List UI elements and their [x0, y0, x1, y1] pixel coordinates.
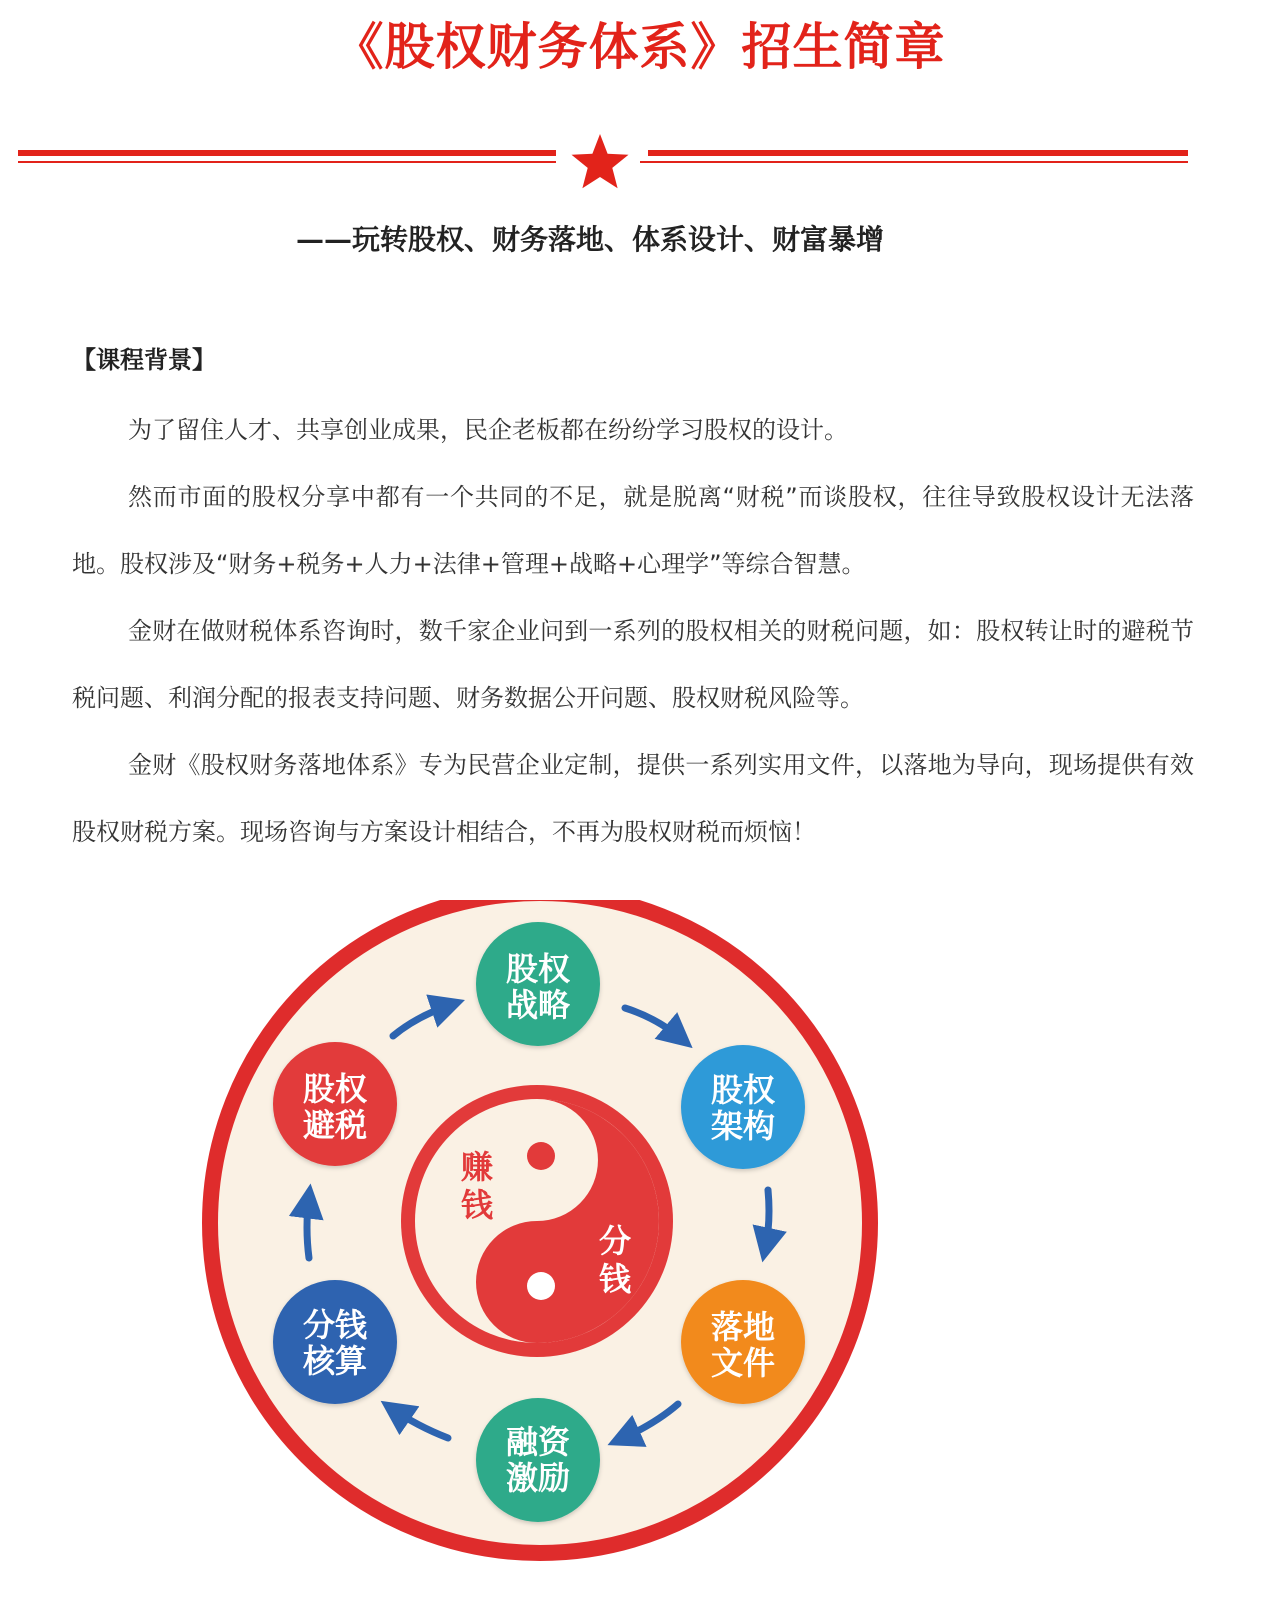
share-money-label: 分 — [598, 1222, 632, 1260]
node-equity-strategy-label: 股权 — [505, 950, 571, 988]
star-divider — [0, 120, 1279, 200]
node-equity-structure-label: 架构 — [710, 1107, 776, 1145]
page-subtitle: ——玩转股权、财务落地、体系设计、财富暴增 — [296, 223, 885, 256]
paragraph: 为了留住人才、共享创业成果，民企老板都在纷纷学习股权的设计。 — [128, 416, 848, 444]
paragraph: 金财《股权财务落地体系》专为民营企业定制，提供一系列实用文件，以落地为导向，现场提供有效股权财税方案。现场咨询与方案设计相结合，不再为股权财税而烦恼！ — [72, 751, 1194, 846]
star-icon — [572, 134, 629, 188]
yin-yang-icon — [401, 1085, 673, 1357]
paragraph: 金财在做财税体系咨询时，数千家企业问到一系列的股权相关的财税问题，如：股权转让时的避税节税问题、利润分配的报表支持问题、财务数据公开问题、股权财税风险等。 — [72, 617, 1194, 712]
share-money-label: 钱 — [598, 1260, 632, 1298]
node-equity-strategy-label: 战略 — [505, 986, 571, 1024]
node-financing-incentive-label: 激励 — [505, 1459, 571, 1497]
page-title: 《股权财务体系》招生简章 — [333, 18, 946, 76]
node-equity-tax-avoidance-label: 避税 — [302, 1106, 368, 1144]
node-landing-documents-label: 落地 — [710, 1308, 776, 1346]
equity-cycle-diagram — [195, 900, 885, 1598]
paragraph: 然而市面的股权分享中都有一个共同的不足，就是脱离“财税”而谈股权，往往导致股权设计无法落地。股权涉及“财务+税务+人力+法律+管理+战略+心理学”等综合智慧。 — [72, 483, 1194, 578]
section-heading-background: 【课程背景】 — [72, 346, 216, 374]
node-equity-structure-label: 股权 — [710, 1071, 776, 1109]
node-financing-incentive-label: 融资 — [505, 1423, 571, 1461]
node-equity-tax-avoidance-label: 股权 — [302, 1070, 368, 1108]
earn-money-label: 钱 — [460, 1186, 494, 1224]
node-landing-documents-label: 文件 — [710, 1344, 776, 1382]
node-profit-accounting-label: 核算 — [302, 1342, 368, 1380]
node-profit-accounting-label: 分钱 — [302, 1306, 368, 1344]
earn-money-label: 赚 — [460, 1148, 494, 1186]
